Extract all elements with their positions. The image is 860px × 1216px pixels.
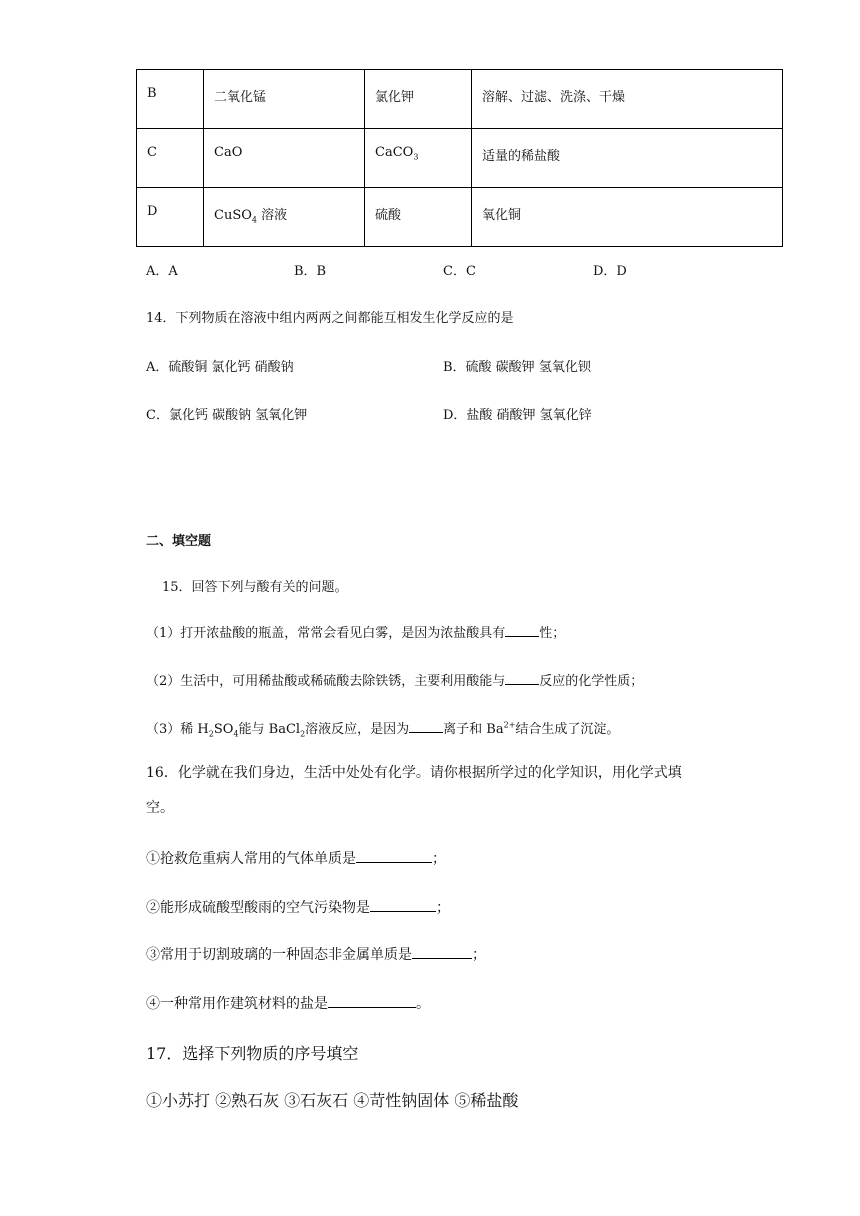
table-cell: 二氧化锰 bbox=[204, 70, 365, 129]
q16-item-2 bbox=[146, 897, 450, 917]
q13-option-c: C．C bbox=[443, 264, 476, 279]
q16-item-text: ④一种常用作建筑材料的盐是 bbox=[146, 996, 328, 1012]
q15-part2 bbox=[146, 670, 643, 689]
q15-part1-tail: 性； bbox=[539, 626, 566, 641]
q13-option-d: D．D bbox=[593, 264, 627, 279]
q14-option-b: B．硫酸 碳酸钾 氢氧化钡 bbox=[443, 360, 591, 375]
q16-item-text: ③常用于切割玻璃的一种固态非金属单质是 bbox=[146, 947, 412, 963]
q17-stem: 17．选择下列物质的序号填空 bbox=[146, 1044, 359, 1063]
q16-item-4 bbox=[146, 993, 430, 1013]
table-cell: D bbox=[137, 188, 204, 247]
table-cell: 溶解、过滤、洗涤、干燥 bbox=[472, 70, 783, 129]
q15-part3-ion: 离子和 Ba bbox=[443, 722, 504, 737]
subscript: 4 bbox=[251, 215, 257, 225]
q16-item-end: ； bbox=[436, 900, 450, 916]
q15-stem: 15．回答下列与酸有关的问题。 bbox=[162, 580, 348, 595]
q16-item-end: 。 bbox=[416, 996, 430, 1012]
q16-item-3 bbox=[146, 944, 486, 964]
formula-text: CaCO bbox=[375, 145, 414, 160]
q14-option-d: D．盐酸 硝酸钾 氢氧化锌 bbox=[443, 408, 592, 423]
q15-part2-text: （2）生活中，可用稀盐酸或稀硫酸去除铁锈，主要利用酸能与 bbox=[146, 674, 506, 689]
subscript: 3 bbox=[413, 152, 419, 162]
q13-option-b: B．B bbox=[294, 264, 327, 279]
q15-part1-text: （1）打开浓盐酸的瓶盖，常常会看见白雾，是因为浓盐酸具有 bbox=[146, 626, 506, 641]
table-cell: 氧化铜 bbox=[472, 188, 783, 247]
q16-item-end: ； bbox=[432, 851, 446, 867]
q15-part2-tail: 反应的化学性质； bbox=[539, 674, 644, 689]
section-title: 二、填空题 bbox=[146, 534, 212, 549]
answer-blank[interactable] bbox=[328, 995, 416, 1008]
q14-option-c: C．氯化钙 碳酸钠 氢氧化钾 bbox=[146, 408, 308, 423]
table-cell: CaO bbox=[204, 129, 365, 188]
q15-part1 bbox=[146, 622, 565, 641]
table-cell: C bbox=[137, 129, 204, 188]
q15-part3-text: （3）稀 H bbox=[146, 722, 209, 737]
answer-blank[interactable] bbox=[505, 672, 539, 685]
subscript: 2 bbox=[300, 729, 306, 739]
table-cell: 氯化钾 bbox=[365, 70, 472, 129]
formula-text: 能与 BaCl bbox=[238, 722, 301, 737]
q14-option-a: A．硫酸铜 氯化钙 硝酸钠 bbox=[146, 360, 294, 375]
formula-tail: 溶液 bbox=[256, 208, 288, 223]
subscript: 4 bbox=[233, 729, 239, 739]
table-row bbox=[137, 188, 783, 247]
q16-item-end: ； bbox=[472, 947, 486, 963]
table-row bbox=[137, 129, 783, 188]
answer-blank[interactable] bbox=[412, 946, 472, 959]
q15-part3 bbox=[146, 718, 619, 739]
q15-part3-mid: 溶液反应，是因为 bbox=[305, 722, 410, 737]
table-cell bbox=[365, 129, 472, 188]
answer-blank[interactable] bbox=[356, 850, 432, 863]
superscript: 2+ bbox=[503, 720, 516, 730]
table-cell bbox=[204, 188, 365, 247]
q15-part3-tail: 结合生成了沉淀。 bbox=[515, 722, 620, 737]
table-cell: B bbox=[137, 70, 204, 129]
q16-item-text: ②能形成硫酸型酸雨的空气污染物是 bbox=[146, 900, 370, 916]
answer-blank[interactable] bbox=[370, 899, 436, 912]
q16-stem-line2: 空。 bbox=[146, 800, 174, 816]
q13-table bbox=[136, 69, 783, 247]
formula-text: SO bbox=[213, 722, 234, 737]
table-cell: 适量的稀盐酸 bbox=[472, 129, 783, 188]
table-cell: 硫酸 bbox=[365, 188, 472, 247]
q16-item-1 bbox=[146, 848, 446, 868]
formula-text: CuSO bbox=[214, 208, 252, 223]
answer-blank[interactable] bbox=[505, 624, 539, 637]
q14-stem: 14．下列物质在溶液中组内两两之间都能互相发生化学反应的是 bbox=[146, 311, 514, 326]
q16-stem-line1: 16．化学就在我们身边，生活中处处有化学。请你根据所学过的化学知识，用化学式填 bbox=[146, 765, 682, 781]
answer-blank[interactable] bbox=[409, 720, 443, 733]
q17-items: ①小苏打 ②熟石灰 ③石灰石 ④苛性钠固体 ⑤稀盐酸 bbox=[146, 1091, 519, 1110]
q16-item-text: ①抢救危重病人常用的气体单质是 bbox=[146, 851, 356, 867]
table-row bbox=[137, 70, 783, 129]
q13-option-a: A．A bbox=[146, 264, 178, 279]
subscript: 2 bbox=[208, 729, 214, 739]
